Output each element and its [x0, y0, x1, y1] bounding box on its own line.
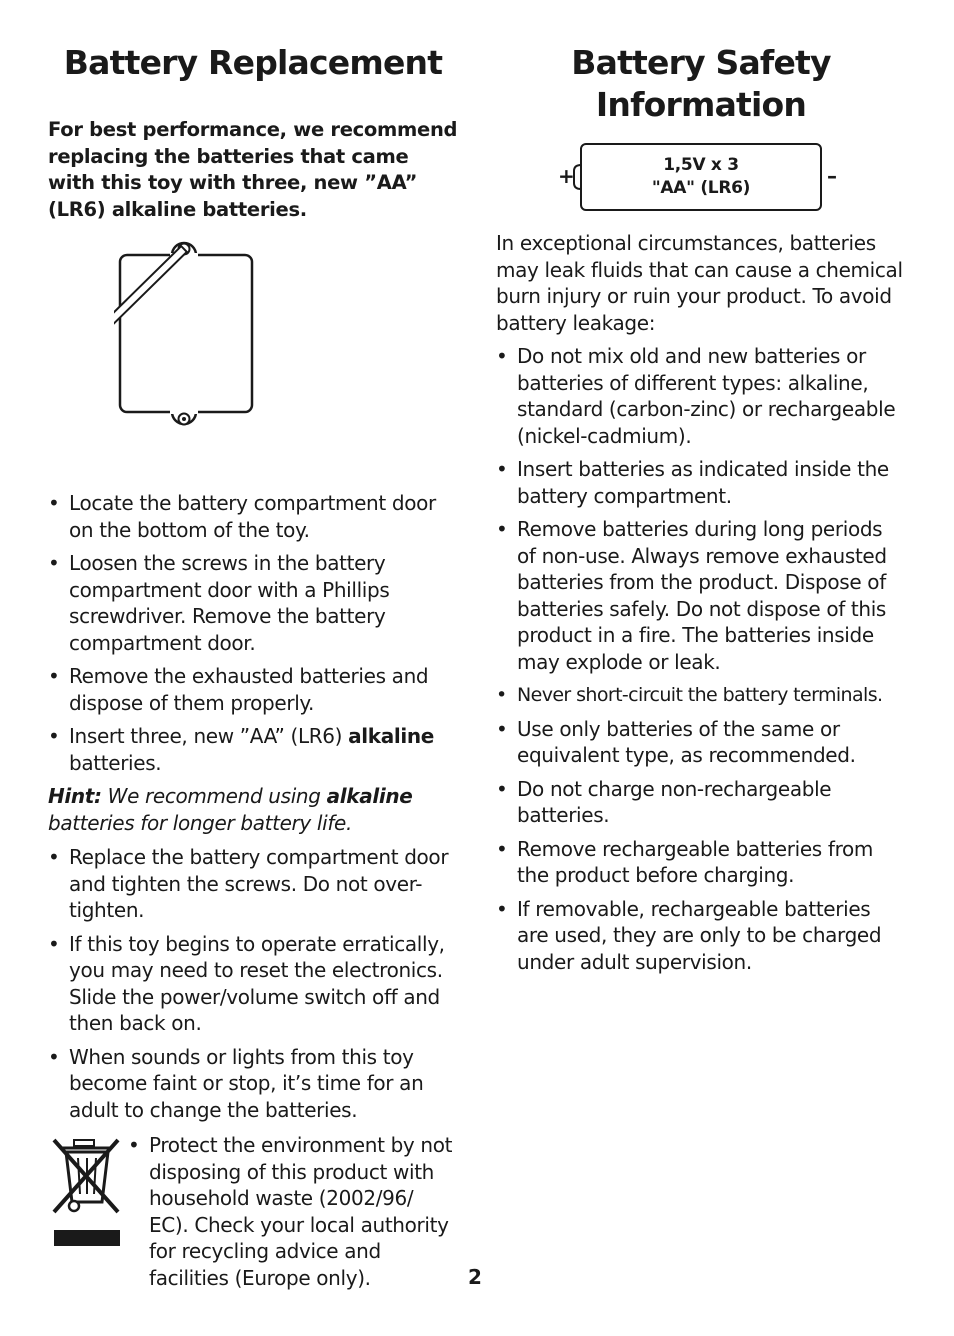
crossed-out-wheelie-bin-icon [50, 1134, 124, 1250]
hint-label: Hint: [48, 784, 102, 808]
replacement-intro: For best performance, we recommend replacing the batteries that came with this toy with three, new ”AA” (LR6) alkaline batteries. [48, 118, 458, 221]
page-number: 2 [468, 1265, 482, 1289]
list-item: • Remove rechargeable batteries from the product before charging. [496, 836, 906, 889]
replacement-title: Battery Replacement [63, 43, 443, 82]
safety-title: Battery Safety Information [571, 43, 831, 124]
replacement-steps [48, 490, 458, 1130]
list-item: • Do not mix old and new batteries or batteries of different types: alkaline, standard (carbon-zinc) or rechargeable (nickel-cadmium). [496, 343, 906, 449]
battery-type: "AA" (LR6) [651, 178, 751, 198]
list-item: • Locate the battery compartment door on the bottom of the toy. [48, 490, 458, 543]
minus-terminal: – [827, 164, 837, 188]
environment-note [48, 1132, 458, 1291]
list-item: • Use only batteries of the same or equivalent type, as recommended. [496, 716, 906, 769]
screwdriver-compartment-icon [114, 235, 404, 485]
safety-intro: In exceptional circumstances, batteries may leak fluids that can cause a chemical burn injury or ruin your product. To avoid battery leakage: [496, 231, 903, 335]
hint-text: We recommend using [101, 784, 327, 808]
list-item: • Replace the battery compartment door and tighten the screws. Do not over-tighten. [48, 844, 458, 924]
insert-text: Insert three, new ”AA” (LR6) [69, 724, 349, 748]
list-item: • Remove batteries during long periods of non-use. Always remove exhausted batteries from the product. Dispose of batteries safely. Do not dispose of this product in a fire. The batteries inside may explode or leak. [496, 516, 906, 675]
list-item: • Loosen the screws in the battery compartment door with a Phillips screwdriver. Remove the battery compartment door. [48, 550, 458, 656]
list-item: • If removable, rechargeable batteries are used, they are only to be charged under adult supervision. [496, 896, 906, 976]
list-item [48, 723, 458, 776]
plus-terminal: + [558, 164, 575, 188]
list-item: • Never short-circuit the battery terminals. [496, 682, 906, 709]
list-item: • Insert batteries as indicated inside the battery compartment. [496, 456, 906, 509]
battery-label [581, 154, 821, 200]
list-item: • When sounds or lights from this toy become faint or stop, it’s time for an adult to change the batteries. [48, 1044, 458, 1124]
hint-text-end: batteries for longer battery life. [48, 810, 352, 835]
list-item: • Do not charge non-rechargeable batteries. [496, 776, 906, 829]
insert-text-end: batteries. [69, 750, 162, 775]
hint-note [48, 783, 458, 836]
list-item: • Remove the exhausted batteries and dispose of them properly. [48, 663, 458, 716]
list-item: • Protect the environment by not disposing of this product with household waste (2002/96/ EC). Check your local authority for recycling advice and facilities (Europe only). [128, 1132, 458, 1291]
battery-voltage: 1,5V x 3 [663, 155, 739, 175]
safety-list [496, 343, 906, 982]
alkaline-emphasis: alkaline [348, 724, 435, 748]
hint-bold: alkaline [326, 784, 413, 808]
list-item: • If this toy begins to operate erratically, you may need to reset the electronics. Slide the power/volume switch off and then back on. [48, 931, 458, 1037]
